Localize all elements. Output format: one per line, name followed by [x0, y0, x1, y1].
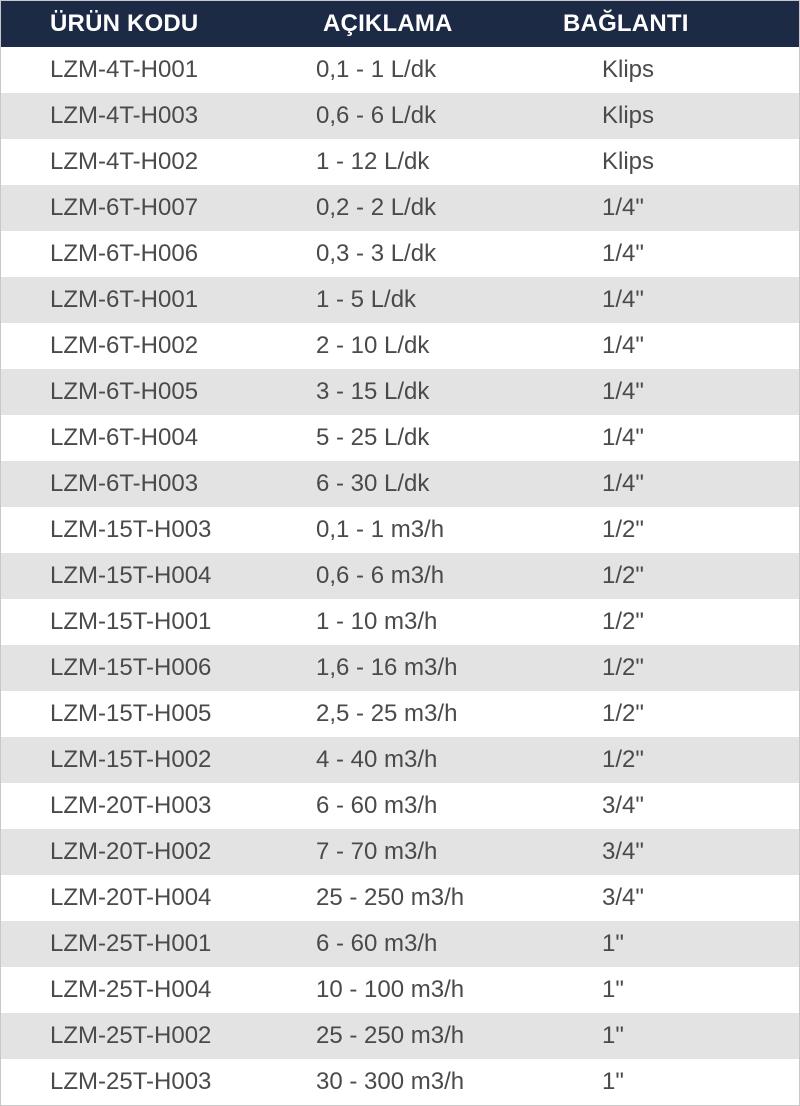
description-cell: 4 - 40 m3/h [316, 746, 438, 773]
product-code-cell: LZM-15T-H006 [50, 654, 212, 681]
table-row [1, 47, 799, 93]
product-code-cell: LZM-15T-H005 [50, 700, 212, 727]
product-code-cell: LZM-20T-H003 [50, 792, 212, 819]
description-cell: 6 - 30 L/dk [316, 470, 430, 497]
table-row [1, 967, 799, 1013]
connection-cell: 1/2" [602, 608, 644, 635]
product-code-cell: LZM-25T-H002 [50, 1022, 212, 1049]
description-cell: 0,2 - 2 L/dk [316, 194, 437, 221]
connection-cell: Klips [602, 56, 655, 83]
product-code-cell: LZM-15T-H001 [50, 608, 212, 635]
table-row [1, 139, 799, 185]
table-row [1, 231, 799, 277]
connection-cell: 1/4" [602, 424, 644, 451]
product-code-cell: LZM-25T-H003 [50, 1068, 212, 1095]
table-row [1, 783, 799, 829]
product-code-cell: LZM-15T-H003 [50, 516, 212, 543]
connection-cell: 1/4" [602, 286, 644, 313]
table-row [1, 875, 799, 921]
table-row [1, 323, 799, 369]
table-row [1, 691, 799, 737]
connection-cell: 1/2" [602, 562, 644, 589]
product-code-cell: LZM-6T-H005 [50, 378, 199, 405]
description-cell: 25 - 250 m3/h [316, 884, 465, 911]
connection-cell: 1" [602, 976, 624, 1003]
table-row [1, 185, 799, 231]
description-cell: 25 - 250 m3/h [316, 1022, 465, 1049]
product-code-cell: LZM-6T-H003 [50, 470, 199, 497]
table-row [1, 93, 799, 139]
description-cell: 1,6 - 16 m3/h [316, 654, 458, 681]
table-row [1, 553, 799, 599]
connection-cell: 1" [602, 930, 624, 957]
connection-cell: 1/4" [602, 378, 644, 405]
table-row [1, 1013, 799, 1059]
product-code-cell: LZM-20T-H002 [50, 838, 212, 865]
table-row [1, 415, 799, 461]
table-row [1, 369, 799, 415]
description-cell: 6 - 60 m3/h [316, 930, 438, 957]
product-code-cell: LZM-6T-H007 [50, 194, 199, 221]
product-code-cell: LZM-15T-H004 [50, 562, 212, 589]
connection-cell: 1/4" [602, 332, 644, 359]
table-row [1, 645, 799, 691]
description-cell: 0,1 - 1 m3/h [316, 516, 445, 543]
product-code-cell: LZM-4T-H001 [50, 56, 199, 83]
product-code-cell: LZM-20T-H004 [50, 884, 212, 911]
table-row [1, 1059, 799, 1105]
description-cell: 3 - 15 L/dk [316, 378, 430, 405]
product-code-cell: LZM-4T-H003 [50, 102, 199, 129]
product-code-cell: LZM-6T-H002 [50, 332, 199, 359]
description-cell: 10 - 100 m3/h [316, 976, 465, 1003]
description-cell: 5 - 25 L/dk [316, 424, 430, 451]
table-row [1, 921, 799, 967]
connection-cell: 1/4" [602, 194, 644, 221]
table-row [1, 461, 799, 507]
header-product-code: ÜRÜN KODU [50, 10, 199, 37]
description-cell: 30 - 300 m3/h [316, 1068, 465, 1095]
product-code-cell: LZM-15T-H002 [50, 746, 212, 773]
product-code-cell: LZM-6T-H004 [50, 424, 199, 451]
description-cell: 0,6 - 6 m3/h [316, 562, 445, 589]
connection-cell: 1/2" [602, 746, 644, 773]
connection-cell: 1/4" [602, 240, 644, 267]
product-code-cell: LZM-25T-H001 [50, 930, 212, 957]
table-row [1, 737, 799, 783]
connection-cell: 3/4" [602, 884, 644, 911]
connection-cell: 1/2" [602, 516, 644, 543]
connection-cell: 3/4" [602, 838, 644, 865]
connection-cell: 1/2" [602, 654, 644, 681]
description-cell: 7 - 70 m3/h [316, 838, 438, 865]
connection-cell: 3/4" [602, 792, 644, 819]
connection-cell: Klips [602, 148, 655, 175]
description-cell: 1 - 5 L/dk [316, 286, 417, 313]
table-row [1, 599, 799, 645]
product-code-cell: LZM-25T-H004 [50, 976, 212, 1003]
description-cell: 6 - 60 m3/h [316, 792, 438, 819]
connection-cell: 1" [602, 1068, 624, 1095]
header-connection: BAĞLANTI [563, 10, 689, 37]
connection-cell: Klips [602, 102, 655, 129]
table-body [1, 47, 799, 1105]
table-header [1, 1, 799, 47]
connection-cell: 1/4" [602, 470, 644, 497]
product-code-cell: LZM-4T-H002 [50, 148, 199, 175]
table-row [1, 277, 799, 323]
description-cell: 1 - 12 L/dk [316, 148, 430, 175]
header-description: AÇIKLAMA [323, 10, 453, 37]
connection-cell: 1" [602, 1022, 624, 1049]
product-code-cell: LZM-6T-H006 [50, 240, 199, 267]
description-cell: 0,3 - 3 L/dk [316, 240, 437, 267]
table-row [1, 507, 799, 553]
description-cell: 0,1 - 1 L/dk [316, 56, 437, 83]
table-row [1, 829, 799, 875]
product-code-cell: LZM-6T-H001 [50, 286, 199, 313]
description-cell: 0,6 - 6 L/dk [316, 102, 437, 129]
connection-cell: 1/2" [602, 700, 644, 727]
description-cell: 1 - 10 m3/h [316, 608, 438, 635]
description-cell: 2 - 10 L/dk [316, 332, 430, 359]
description-cell: 2,5 - 25 m3/h [316, 700, 458, 727]
